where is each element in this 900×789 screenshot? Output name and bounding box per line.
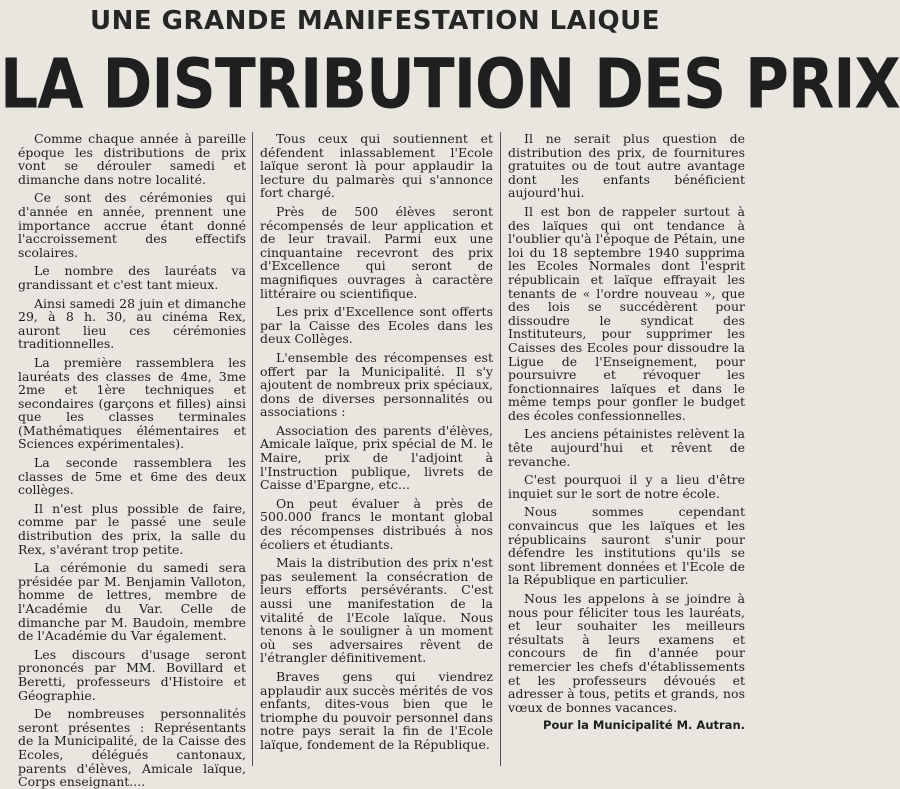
paragraph: Association des parents d'élèves, Amicale laïque, prix spécial de M. le Maire, prix de l'adjoint à l'Instruction publique, livrets de Caisse d'Epargne, etc... [260, 422, 493, 493]
paragraph: C'est pourquoi il y a lieu d'être inquiet sur le sort de notre école. [508, 472, 745, 501]
paragraph: De nombreuses personnalités seront présentes : Représentants de la Municipalité, de la Caisse des Ecoles, délégués cantonaux, parents d'élèves, Amicale laïque, Corps enseignant.... [18, 706, 246, 789]
column-3 [500, 132, 745, 766]
paragraph: Près de 500 élèves seront récompensés de leur application et de leur travail. Parmi eux une cinquantaine recevront des prix d'Excellence qui seront de magnifiques ouvrages à caractère littéraire ou scientifique. [260, 203, 493, 301]
paragraph: La première rassemblera les lauréats des classes de 4me, 3me 2me et 1ère techniques et secondaires (garçons et filles) ainsi que les classes terminales (Mathématiques élémentaires et Sciences expérimentales). [18, 354, 246, 452]
paragraph: On peut évaluer à près de 500.000 francs le montant global des récompenses distribués à nos écoliers et étudiants. [260, 495, 493, 552]
paragraph: Braves gens qui viendrez applaudir aux succès mérités de vos enfants, dites-vous bien que le triomphe du pouvoir personnel dans notre pays serait la fin de l'Ecole laïque, fondement de la République. [260, 668, 493, 752]
paragraph: La seconde rassemblera les classes de 5me et 6me des deux collèges. [18, 455, 246, 498]
paragraph: Mais la distribution des prix n'est pas seulement la consécration de leurs efforts persévérants. C'est aussi une manifestation de la vitalité de l'Ecole laïque. Nous tenons à le souligner à un moment où ses adversaires rêvent de l'étrangler définitivement. [260, 555, 493, 666]
paragraph: Les anciens pétainistes relèvent la tête aujourd'hui et rêvent de revanche. [508, 426, 745, 469]
paragraph: Comme chaque année à pareille époque les distributions de prix vont se dérouler samedi et dimanche dans notre localité. [18, 131, 246, 187]
column-2 [252, 132, 500, 766]
paragraph: Le nombre des lauréats va grandissant et c'est tant mieux. [18, 263, 246, 292]
paragraph: La cérémonie du samedi sera présidée par M. Benjamin Valloton, homme de lettres, membre de l'Académie du Var. Celle de dimanche par M. Baudoin, membre de l'Académie du Var également. [18, 560, 246, 644]
paragraph: Il est bon de rappeler surtout à des laïques qui ont tendance à l'oublier qu'à l'époque de Pétain, une loi du 18 septembre 1940 supprima les Ecoles Normales dont l'esprit républicain et laïque effrayait les tenants de « l'ordre nouveau », que des lois se succédèrent pour dissoudre le syndicat des Instituteurs, pour supprimer les Caisses des Ecoles pour dissoudre la Ligue de l'Enseignement, pour poursuivre et révoquer les fonctionnaires laïques et dans le même temps pour gonfler le budget des écoles confessionnelles. [508, 203, 745, 423]
paragraph: Il n'est plus possible de faire, comme par le passé une seule distribution des prix, la salle du Rex, s'avérant trop petite. [18, 500, 246, 557]
paragraph: Nous sommes cependant convaincus que les laïques et les républicains sauront s'unir pour défendre les institutions qu'ils se sont librement données et l'Ecole de la République en particulier. [508, 504, 745, 588]
kicker-title: UNE GRANDE MANIFESTATION LAIQUE [90, 6, 660, 36]
signature: Pour la Municipalité M. Autran. [543, 718, 745, 733]
paragraph: Tous ceux qui soutiennent et défendent inlassablement l'Ecole laïque seront là pour applaudir la lecture du palmarès qui s'annonce fort chargé. [260, 131, 493, 201]
paragraph: L'ensemble des récompenses est offert par la Municipalité. Il s'y ajoutent de nombreux prix spéciaux, dons de diverses personnalités ou associations : [260, 349, 493, 420]
paragraph: Nous les appelons à se joindre à nous pour féliciter tous les lauréats, et leur souhaiter les meilleurs résultats à leurs examens et concours de fin d'année pour remercier les chefs d'établissements et les professeurs dévoués et adresser à tous, petits et grands, nos vœux de bonnes vacances. [508, 591, 745, 715]
article-columns [18, 131, 745, 789]
paragraph: Ce sont des cérémonies qui d'année en année, prennent une importance accrue étant donné l'accroissement des effectifs scolaires. [18, 190, 246, 260]
paragraph: Les discours d'usage seront prononcés par MM. Bovillard et Beretti, professeurs d'Histoire et Géographie. [18, 646, 246, 703]
paragraph: Les prix d'Excellence sont offerts par la Caisse des Ecoles dans les deux Collèges. [260, 304, 493, 347]
headline: LA DISTRIBUTION DES PRIX [0, 44, 900, 125]
paragraph: Il ne serait plus question de distribution des prix, de fournitures gratuites ou de tout autre avantage dont les enfants bénéficient aujourd'hui. [508, 131, 745, 201]
column-1 [18, 131, 252, 789]
paragraph: Ainsi samedi 28 juin et dimanche 29, à 8 h. 30, au cinéma Rex, auront lieu ces cérémonies traditionnelles. [18, 295, 246, 352]
